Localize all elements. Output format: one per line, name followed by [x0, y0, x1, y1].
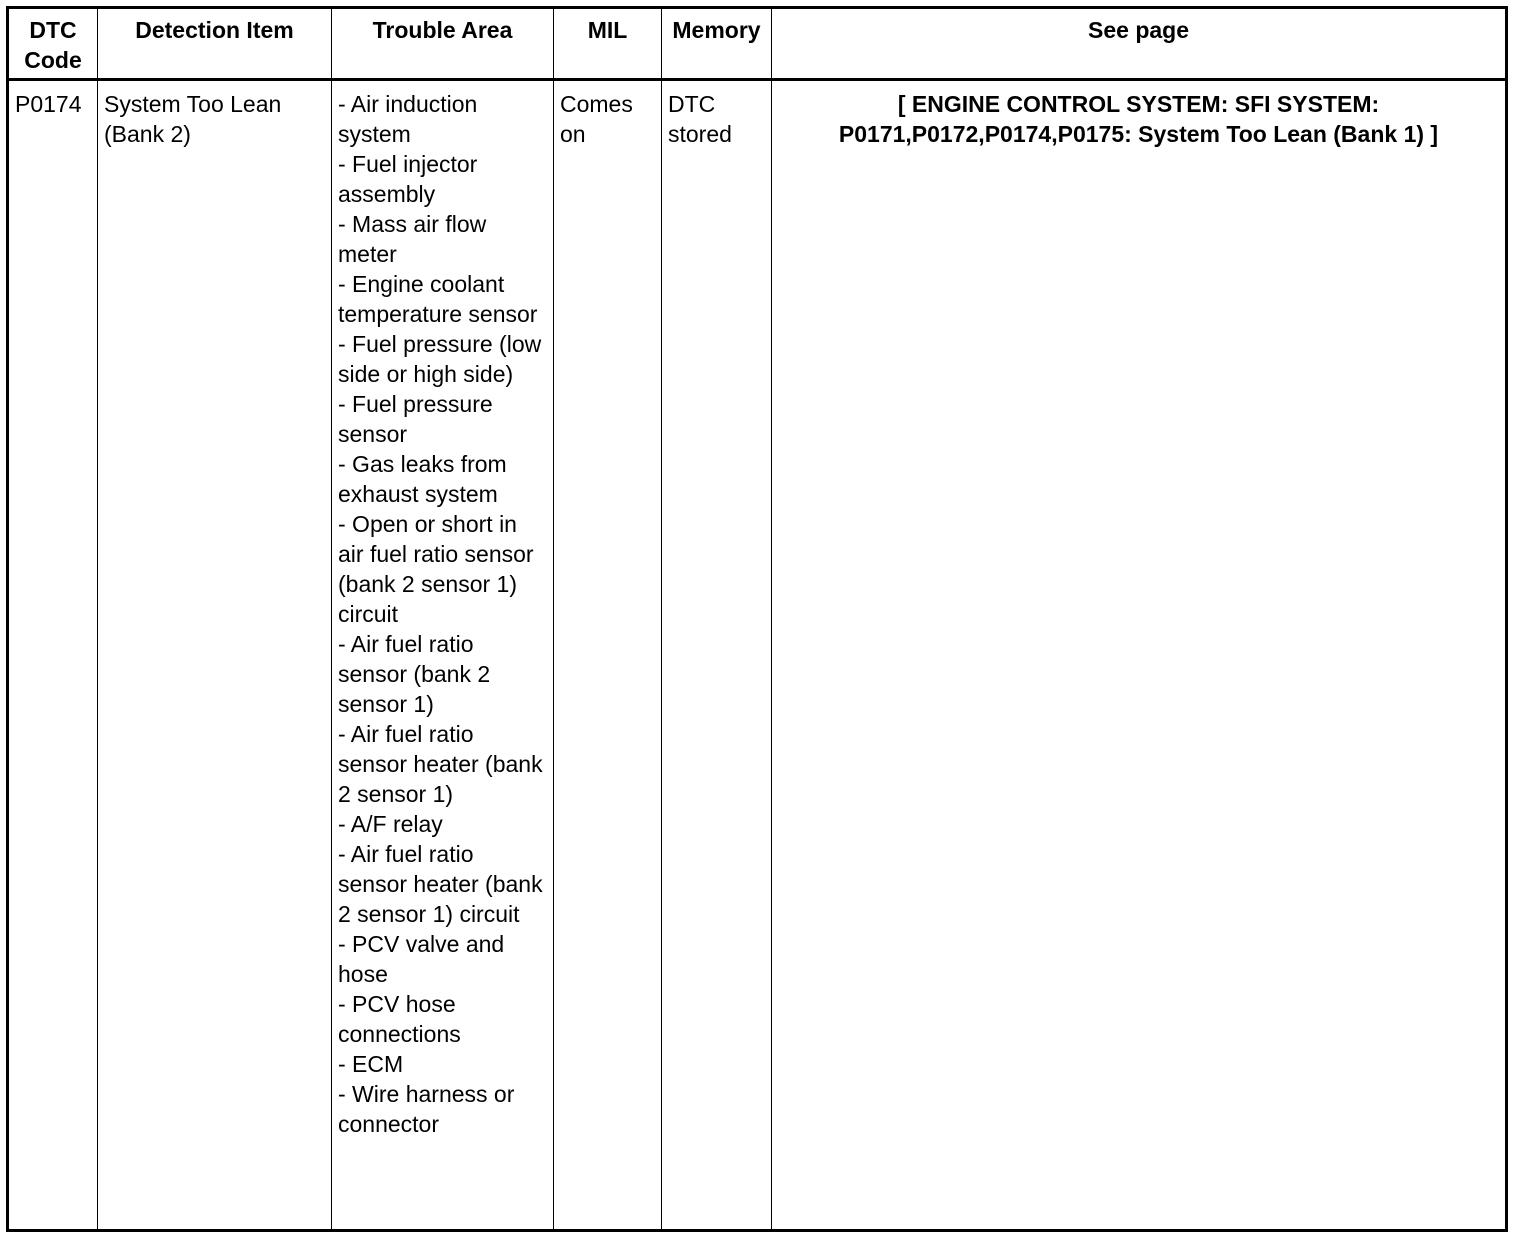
- header-dtc-code-line1: DTC: [29, 17, 77, 43]
- cell-dtc-code: P0174: [8, 80, 98, 1231]
- trouble-area-item: - Air fuel ratio sensor heater (bank 2 sensor 1): [338, 721, 543, 807]
- header-row: [8, 8, 1507, 80]
- trouble-area-item: - Air induction system: [338, 91, 478, 147]
- dtc-table: [6, 6, 1508, 1232]
- trouble-area-item: - Fuel injector assembly: [338, 151, 478, 207]
- trouble-area-item: - ECM: [338, 1051, 404, 1077]
- header-detection-item: Detection Item: [98, 8, 332, 80]
- trouble-area-item: - PCV valve and hose: [338, 931, 505, 987]
- cell-detection-item: System Too Lean (Bank 2): [98, 80, 332, 1231]
- header-memory: Memory: [662, 8, 772, 80]
- trouble-area-item: - A/F relay: [338, 811, 443, 837]
- header-trouble-area: Trouble Area: [332, 8, 554, 80]
- trouble-area-item: - Mass air flow meter: [338, 211, 487, 267]
- trouble-area-item: - Air fuel ratio sensor (bank 2 sensor 1): [338, 631, 491, 717]
- trouble-area-item: - Open or short in air fuel ratio sensor (bank 2 sensor 1) circuit: [338, 511, 534, 627]
- header-dtc-code: [8, 8, 98, 80]
- trouble-area-list: [338, 89, 547, 1139]
- trouble-area-item: - Fuel pressure sensor: [338, 391, 493, 447]
- header-dtc-code-line2: Code: [24, 47, 82, 73]
- table-row: [8, 80, 1507, 1231]
- trouble-area-item: - Gas leaks from exhaust system: [338, 451, 507, 507]
- cell-mil: Comes on: [554, 80, 662, 1231]
- trouble-area-item: - Fuel pressure (low side or high side): [338, 331, 542, 387]
- header-mil: MIL: [554, 8, 662, 80]
- trouble-area-item: - Wire harness or connector: [338, 1081, 515, 1137]
- cell-see-page: [772, 80, 1507, 1231]
- header-see-page: See page: [772, 8, 1507, 80]
- trouble-area-item: - Engine coolant temperature sensor: [338, 271, 538, 327]
- cell-memory: DTC stored: [662, 80, 772, 1231]
- see-page-link[interactable]: [ ENGINE CONTROL SYSTEM: SFI SYSTEM: P0171,P0172,P0174,P0175: System Too Lean (Bank 1) ]: [838, 91, 1439, 147]
- cell-trouble-area: [332, 80, 554, 1231]
- trouble-area-item: - PCV hose connections: [338, 991, 461, 1047]
- trouble-area-item: - Air fuel ratio sensor heater (bank 2 sensor 1) circuit: [338, 841, 543, 927]
